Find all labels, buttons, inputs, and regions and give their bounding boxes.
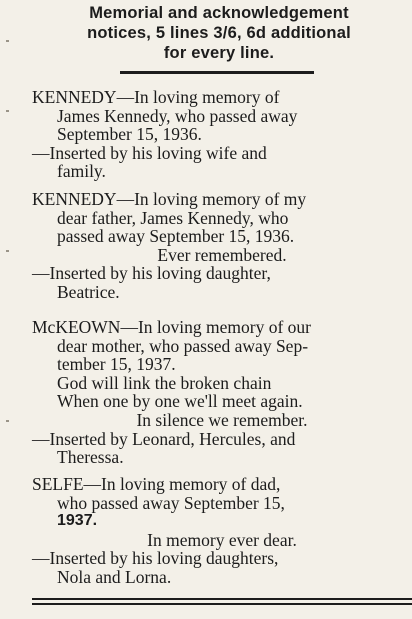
footer-rule-bottom: [32, 603, 412, 605]
notice-text: KENNEDY—In loving memory of: [32, 87, 280, 107]
rates-header: [34, 3, 404, 63]
verse-line: In silence we remember.: [136, 409, 308, 430]
inserted-line: family.: [57, 161, 106, 182]
edge-mark: [6, 110, 9, 112]
notice-line: [32, 88, 412, 107]
inserted-line: —Inserted by his loving daughters,: [32, 548, 279, 569]
notice-line: dear mother, who passed away Sep-: [57, 335, 309, 356]
notice-line: 1937.: [57, 512, 98, 530]
header-line: notices, 5 lines 3/6, 6d additional: [87, 24, 351, 42]
notice-line: dear father, James Kennedy, who: [57, 207, 289, 228]
notice-line: KENNEDY—In loving memory of my: [32, 189, 307, 209]
edge-mark: [6, 250, 9, 252]
inserted-line: Theressa.: [57, 447, 124, 468]
header-divider-rule: [120, 71, 314, 74]
verse-line: God will link the broken chain: [57, 372, 272, 393]
notice-line: who passed away September 15,: [57, 492, 285, 513]
inserted-line: —Inserted by his loving wife and: [32, 142, 267, 163]
edge-mark: [6, 40, 9, 42]
header-line: Memorial and acknowledgement: [89, 4, 349, 22]
edge-mark: [6, 420, 9, 422]
notice-line: September 15, 1936.: [57, 124, 202, 145]
verse-line: When one by one we'll meet again.: [57, 391, 303, 412]
verse-line: In memory ever dear.: [147, 529, 297, 550]
notice-line: SELFE—In loving memory of dad,: [32, 474, 281, 494]
footer-rule-top: [32, 598, 412, 600]
notice-line: McKEOWN—In loving memory of our: [32, 317, 311, 337]
inserted-line: —Inserted by Leonard, Hercules, and: [32, 428, 296, 449]
notice-selfe: [32, 475, 412, 587]
notice-line: James Kennedy, who passed away: [57, 105, 298, 126]
notice-kennedy-wife: [32, 88, 412, 181]
verse-line: Ever remembered.: [157, 244, 287, 265]
notice-mckeown: [32, 318, 412, 467]
notice-kennedy-daughter: [32, 190, 412, 302]
header-line: for every line.: [163, 44, 275, 62]
inserted-line: Nola and Lorna.: [57, 566, 172, 587]
notice-line: passed away September 15, 1936.: [57, 226, 295, 247]
inserted-line: Beatrice.: [57, 281, 120, 302]
notice-line: tember 15, 1937.: [57, 354, 176, 375]
inserted-line: —Inserted by his loving daughter,: [32, 263, 271, 284]
